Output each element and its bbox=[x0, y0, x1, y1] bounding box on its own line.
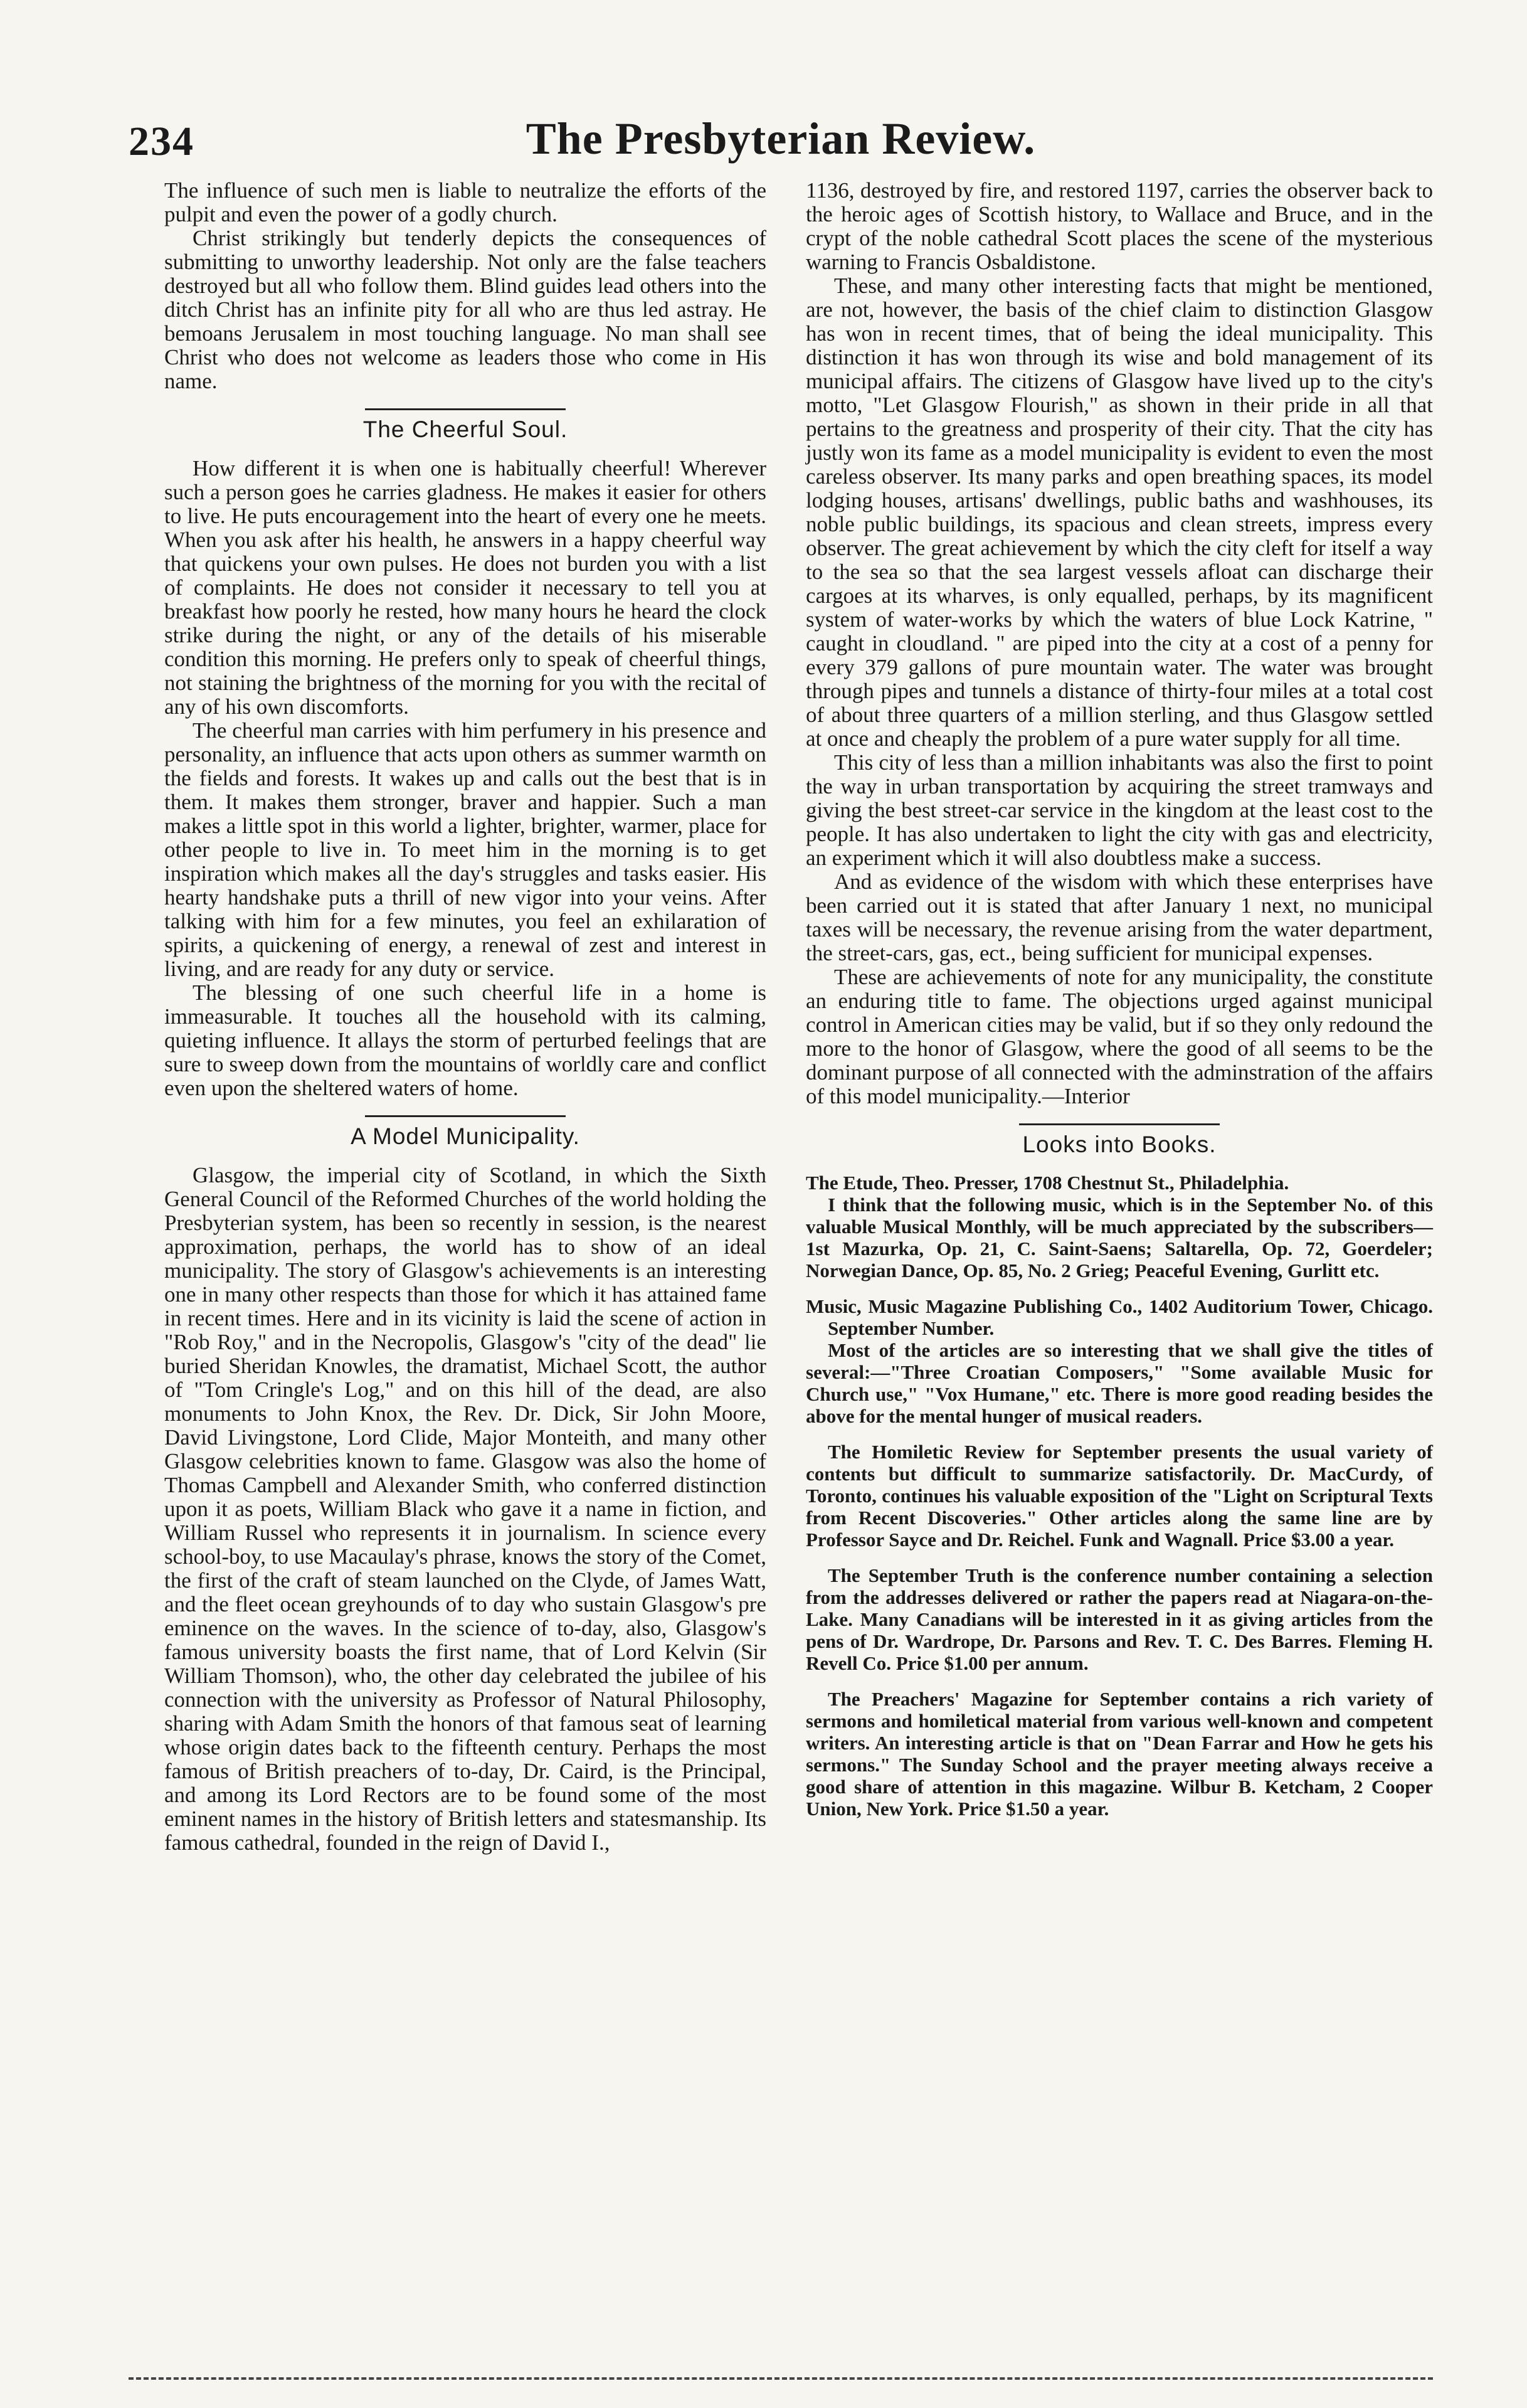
article-paragraph: Glasgow, the imperial city of Scotland, in which the Sixth General Council of the Reformed Churches of the world holding the Presbyterian system, has been so recently in session, is the nearest approximation, perhaps, the world has to show of an ideal municipality. The story of Glasgow's achievements is an interesting one in many other respects than those for which it has attained fame in recent times. Here and in its vicinity is laid the scene of action in "Rob Roy," and in the Necropolis, Glasgow's "city of the dead" lie buried Sheridan Knowles, the dramatist, Michael Scott, the author of "Tom Cringle's Log," and on this hill of the dead, are also monuments to John Knox, the Rev. Dr. Dick, Sir John Moore, David Livingstone, Lord Clide, Major Monteith, and many other Glasgow celebrities known to fame. Glasgow was also the home of Thomas Campbell and Alexander Smith, who conferred distinction upon it as poets, William Black who gave it a name in fiction, and William Russel who represents it in journalism. In science every school-boy, to use Macaulay's phrase, knows the story of the Comet, the first of the craft of steam launched on the Clyde, of James Watt, and the fleet ocean greyhounds of to day who sustain Glasgow's pre eminence on the waves. In the science of to-day, also, Glasgow's famous university boasts the first name, that of Lord Kelvin (Sir William Thomson), who, the other day celebrated the jubilee of his connection with the university as Professor of Natural Philosophy, sharing with Adam Smith the honors of that famous seat of learning whose origin dates back to the fifteenth century. Perhaps the most famous of British preachers of to-day, Dr. Caird, is the Principal, and among its Lord Rectors are to be found some of the most eminent names in the history of British letters and statesmanship. Its famous cathedral, founded in the reign of David I., bbox=[164, 1163, 766, 1855]
left-column bbox=[164, 179, 766, 1855]
review-body: The Homiletic Review for September presents the usual variety of contents but difficult to summarize satisfactorily. Dr. MacCurdy, of Toronto, continues his valuable exposition of the "Light on Scriptural Texts from Recent Discoveries." Other articles along the same line are by Professor Sayce and Dr. Reichel. Funk and Wagnall. Price $3.00 a year. bbox=[806, 1441, 1433, 1551]
section-divider bbox=[365, 1115, 566, 1117]
intro-paragraph: The influence of such men is liable to neutralize the efforts of the pulpit and even the power of a godly church. bbox=[164, 178, 766, 226]
page-header bbox=[129, 113, 1433, 176]
page-number: 234 bbox=[129, 119, 194, 164]
review-head: The Etude, Theo. Presser, 1708 Chestnut St., Philadelphia. bbox=[806, 1172, 1289, 1194]
article-paragraph: These, and many other interesting facts that might be mentioned, are not, however, the basis of the chief claim to distinction Glasgow has won in recent times, that of being the ideal municipality. This distinction it has won through its wise and bold management of its municipal affairs. The citizens of Glasgow have lived up to the city's motto, "Let Glasgow Flourish," as shown in their pride in all that pertains to the greatness and prosperity of their city. That the city has justly won its fame as a model municipality is evident to even the most careless observer. Its many parks and open breathing spaces, its model lodging houses, artisans' dwellings, public baths and washhouses, its noble public buildings, its spacious and clean streets, impress every observer. The great achievement by which the city cleft for itself a way to the sea so that the sea largest vessels afloat can discharge their cargoes at its wharves, is only equalled, perhaps, by its magnificent system of water-works by which the waters of blue Lock Katrine, " caught in cloudland. " are piped into the city at a cost of a penny for every 379 gallons of pure mountain water. The water was brought through pipes and tunnels a distance of thirty-four miles at a total cost of about three quarters of a million sterling, and thus Glasgow settled at once and cheaply the problem of a pure water supply for all time. bbox=[806, 273, 1433, 751]
article-paragraph: How different it is when one is habitually cheerful! Wherever such a person goes he carries gladness. He makes it easier for others to live. He puts encouragement into the heart of every one he meets. When you ask after his health, he answers in a happy cheerful way that quickens your own pulses. He does not burden you with a list of complaints. He does not consider it necessary to tell you at breakfast how poorly he rested, how many hours he heard the clock strike during the night, or any of the details of his miserable condition this morning. He prefers only to speak of cheerful things, not staining the brightness of the morning for you with the recital of any of his own discomforts. bbox=[164, 456, 766, 719]
running-title: The Presbyterian Review. bbox=[526, 114, 1036, 164]
review-body: I think that the following music, which is in the September No. of this valuable Musical Monthly, will be much appreciated by the subscribers—1st Mazurka, Op. 21, C. Saint-Saens; Saltarella, Op. 72, Goerdeler; Norwegian Dance, Op. 85, No. 2 Grieg; Peaceful Evening, Gurlitt etc. bbox=[806, 1194, 1433, 1281]
review-head: Music, Music Magazine Publishing Co., 1402 Auditorium Tower, Chicago. September Number. bbox=[806, 1295, 1433, 1339]
intro-paragraph: Christ strikingly but tenderly depicts the consequences of submitting to unworthy leadership. Not only are the false teachers destroyed but all who follow them. Blind guides lead others into the ditch Christ has an infinite pity for all who are thus led astray. He bemoans Jerusalem in most touching language. No man shall see Christ who does not welcome as leaders those who come in His name. bbox=[164, 226, 766, 393]
article-paragraph: The cheerful man carries with him perfumery in his presence and personality, an influence that acts upon others as summer warmth on the fields and forests. It wakes up and calls out the best that is in them. It makes them stronger, braver and happier. Such a man makes a little spot in this world a lighter, brighter, warmer, place for other people to live in. To meet him in the morning is to get inspiration which makes all the day's struggles and tasks easier. His hearty handshake puts a thrill of new vigor into your veins. After talking with him for a few minutes, you feel an exhilaration of spirits, a quickening of energy, a renewal of zest and interest in living, and are ready for any duty or service. bbox=[164, 718, 766, 981]
article-paragraph: And as evidence of the wisdom with which these enterprises have been carried out it is stated that after January 1 next, no municipal taxes will be necessary, the revenue arising from the water department, the street-cars, gas, ect., being sufficient for municipal expenses. bbox=[806, 869, 1433, 965]
section-heading-cheerful-soul: The Cheerful Soul. bbox=[362, 416, 568, 442]
book-reviews bbox=[806, 1172, 1433, 1820]
section-heading-looks-into-books: Looks into Books. bbox=[1022, 1132, 1217, 1157]
article-paragraph: The blessing of one such cheerful life in a home is immeasurable. It touches all the household with its calming, quieting influence. It allays the storm of perturbed feelings that are sure to sweep down from the mountains of worldly care and conflict even upon the sheltered waters of home. bbox=[164, 980, 766, 1100]
article-paragraph: These are achievements of note for any municipality, the constitute an enduring title to fame. The objections urged against municipal control in American cities may be valid, but if so they only redound the more to the honor of Glasgow, where the good of all seems to be the dominant purpose of all connected with the adminstration of the affairs of this model municipality.—Interior bbox=[806, 965, 1433, 1108]
review-body: The Preachers' Magazine for September contains a rich variety of sermons and homiletical material from various well-known and competent writers. An interesting article is that on "Dean Farrar and How he gets his sermons." The Sunday School and the prayer meeting always receive a good share of attention in this magazine. Wilbur B. Ketcham, 2 Cooper Union, New York. Price $1.50 a year. bbox=[806, 1688, 1433, 1820]
review-body: Most of the articles are so interesting that we shall give the titles of several:—"Three Croatian Composers," "Some available Music for Church use," "Vox Humane," etc. There is more good reading besides the above for the mental hunger of musical readers. bbox=[806, 1339, 1433, 1427]
section-divider bbox=[365, 408, 566, 410]
right-column bbox=[806, 179, 1433, 1833]
review-body: The September Truth is the conference number containing a selection from the addresses delivered or rather the papers read at Niagara-on-the-Lake. Many Canadians will be interested in it as giving articles from the pens of Dr. Wardrope, Dr. Parsons and Rev. T. C. Des Barres. Fleming H. Revell Co. Price $1.00 per annum. bbox=[806, 1564, 1433, 1674]
section-divider bbox=[1019, 1123, 1220, 1125]
article-paragraph: 1136, destroyed by fire, and restored 1197, carries the observer back to the heroic ages of Scottish history, to Wallace and Bruce, and in the crypt of the noble cathedral Scott places the scene of the mysterious warning to Francis Osbaldistone. bbox=[806, 178, 1433, 274]
footer-rule bbox=[129, 2377, 1433, 2380]
section-heading-model-municipality: A Model Municipality. bbox=[351, 1123, 580, 1149]
article-paragraph: This city of less than a million inhabitants was also the first to point the way in urban transportation by acquiring the street tramways and giving the best street-car service in the kingdom at the least cost to the people. It has also undertaken to light the city with gas and electricity, an experiment which it will also doubtless make a success. bbox=[806, 750, 1433, 870]
